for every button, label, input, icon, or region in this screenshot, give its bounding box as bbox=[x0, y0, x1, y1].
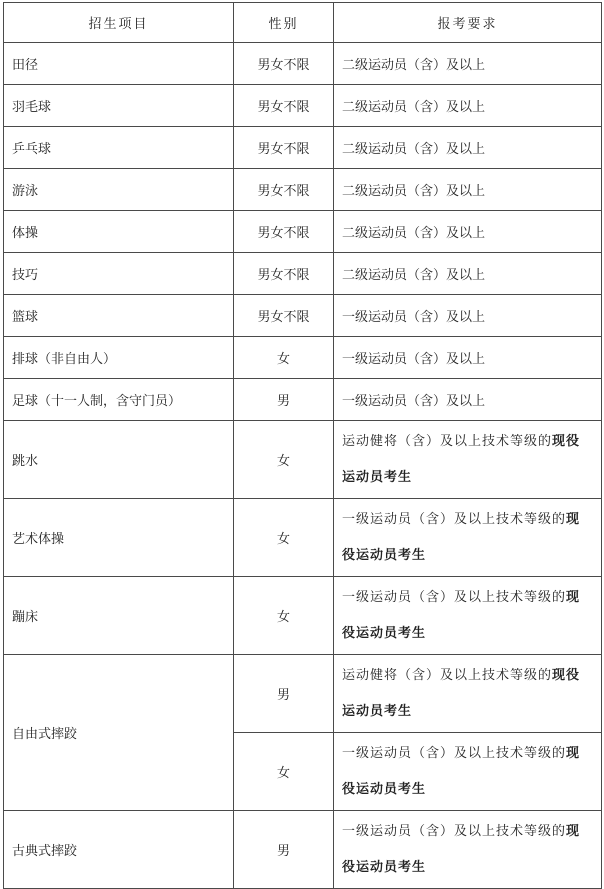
requirement-cell bbox=[334, 733, 602, 811]
requirement-text: 运动健将（含）及以上技术等级的 bbox=[342, 433, 553, 449]
requirement-cell: 一级运动员（含）及以上 bbox=[334, 337, 602, 379]
requirement-text: 一级运动员（含）及以上技术等级的 bbox=[342, 823, 567, 839]
requirement-text: 一级运动员（含）及以上技术等级的 bbox=[342, 745, 567, 761]
gender-cell: 男 bbox=[234, 811, 334, 889]
gender-cell: 女 bbox=[234, 337, 334, 379]
project-cell: 蹦床 bbox=[4, 577, 234, 655]
gender-cell: 女 bbox=[234, 577, 334, 655]
table-row bbox=[4, 337, 602, 379]
gender-cell: 男女不限 bbox=[234, 169, 334, 211]
header-project: 招生项目 bbox=[4, 3, 234, 43]
requirement-text: 一级运动员（含）及以上技术等级的 bbox=[342, 589, 567, 605]
gender-cell: 男女不限 bbox=[234, 43, 334, 85]
project-cell-freestyle-wrestling: 自由式摔跤 bbox=[4, 655, 234, 811]
gender-cell: 女 bbox=[234, 421, 334, 499]
requirement-bold-text: 现役运动员考生 bbox=[342, 511, 581, 563]
table-header-row bbox=[4, 3, 602, 43]
table-row bbox=[4, 811, 602, 889]
project-cell: 技巧 bbox=[4, 253, 234, 295]
project-cell: 体操 bbox=[4, 211, 234, 253]
gender-cell: 男女不限 bbox=[234, 127, 334, 169]
requirement-bold-text: 现役运动员考生 bbox=[342, 745, 581, 797]
project-cell: 艺术体操 bbox=[4, 499, 234, 577]
requirement-cell: 二级运动员（含）及以上 bbox=[334, 43, 602, 85]
gender-cell: 男 bbox=[234, 655, 334, 733]
requirement-bold-text: 现役运动员考生 bbox=[342, 433, 581, 485]
gender-cell: 女 bbox=[234, 499, 334, 577]
project-cell: 跳水 bbox=[4, 421, 234, 499]
table-row bbox=[4, 211, 602, 253]
requirement-cell: 二级运动员（含）及以上 bbox=[334, 127, 602, 169]
table-row bbox=[4, 379, 602, 421]
gender-cell: 男女不限 bbox=[234, 295, 334, 337]
project-cell: 篮球 bbox=[4, 295, 234, 337]
admission-requirements-table bbox=[3, 2, 602, 889]
project-cell: 田径 bbox=[4, 43, 234, 85]
table-row bbox=[4, 577, 602, 655]
requirement-bold-text: 现役运动员考生 bbox=[342, 589, 581, 641]
table-row bbox=[4, 295, 602, 337]
requirement-cell: 二级运动员（含）及以上 bbox=[334, 169, 602, 211]
table-row bbox=[4, 655, 602, 733]
requirement-cell bbox=[334, 577, 602, 655]
requirement-cell: 二级运动员（含）及以上 bbox=[334, 211, 602, 253]
project-cell: 游泳 bbox=[4, 169, 234, 211]
project-cell: 古典式摔跤 bbox=[4, 811, 234, 889]
table-row bbox=[4, 43, 602, 85]
project-cell: 乒乓球 bbox=[4, 127, 234, 169]
requirement-cell bbox=[334, 811, 602, 889]
header-gender: 性别 bbox=[234, 3, 334, 43]
gender-cell: 女 bbox=[234, 733, 334, 811]
gender-cell: 男女不限 bbox=[234, 253, 334, 295]
project-cell: 排球（非自由人） bbox=[4, 337, 234, 379]
requirement-cell: 一级运动员（含）及以上 bbox=[334, 295, 602, 337]
requirement-cell: 二级运动员（含）及以上 bbox=[334, 85, 602, 127]
table-row bbox=[4, 499, 602, 577]
table-row bbox=[4, 169, 602, 211]
gender-cell: 男女不限 bbox=[234, 85, 334, 127]
table-row bbox=[4, 421, 602, 499]
project-cell: 足球（十一人制，含守门员） bbox=[4, 379, 234, 421]
header-requirement: 报考要求 bbox=[334, 3, 602, 43]
requirement-bold-text: 现役运动员考生 bbox=[342, 667, 581, 719]
gender-cell: 男 bbox=[234, 379, 334, 421]
requirement-text: 一级运动员（含）及以上技术等级的 bbox=[342, 511, 567, 527]
table-row bbox=[4, 127, 602, 169]
requirement-cell: 一级运动员（含）及以上 bbox=[334, 379, 602, 421]
requirement-bold-text: 现役运动员考生 bbox=[342, 823, 581, 875]
requirement-cell bbox=[334, 655, 602, 733]
requirement-text: 运动健将（含）及以上技术等级的 bbox=[342, 667, 553, 683]
gender-cell: 男女不限 bbox=[234, 211, 334, 253]
requirement-cell: 二级运动员（含）及以上 bbox=[334, 253, 602, 295]
requirement-cell bbox=[334, 499, 602, 577]
project-cell: 羽毛球 bbox=[4, 85, 234, 127]
table-row bbox=[4, 85, 602, 127]
requirement-cell bbox=[334, 421, 602, 499]
table-row bbox=[4, 253, 602, 295]
